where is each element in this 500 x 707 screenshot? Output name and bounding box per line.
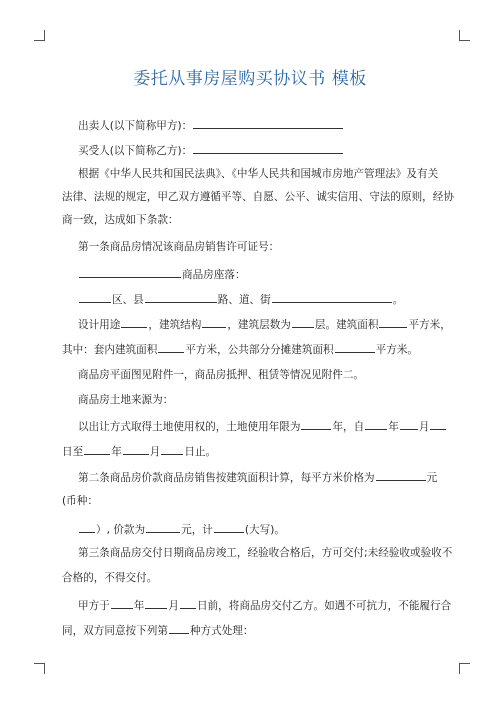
clause-1-heading: 第一条商品房情况该商品房销售许可证号： [78,241,280,253]
crop-mark-bottom-left [34,663,45,674]
force-majeure-line [62,622,452,638]
seller-label: 出卖人(以下简称甲方)： [78,120,193,132]
permit-blank[interactable] [79,266,181,278]
floors-label: ，建筑层数为 [227,319,291,331]
district-label: 区、县 [112,294,144,306]
clause-2-text: 第二条商品房价款商品房销售按建筑面积计算，每平方米价格为 [78,472,375,484]
crop-mark-bottom-right [459,663,470,674]
paragraph-line: 根据《中华人民共和国民法典》、《中华人民共和国城市房地产管理法》及有关 [78,168,439,180]
clause-2-line [78,469,468,485]
inner-area-blank[interactable] [158,341,184,353]
street-blank[interactable] [272,291,392,303]
paragraph-line: 法律、法规的规定，甲乙双方遵循平等、自愿、公平、诚实信用、守法的原则，经协 [62,191,454,203]
month-label: 月 [168,600,179,612]
address-line [78,291,468,307]
crop-mark-top-right [459,30,470,41]
option-blank[interactable] [169,622,189,634]
start-month-blank[interactable] [400,418,418,430]
location-line [78,266,468,282]
day-end-label: 日止。 [184,446,217,458]
month-label: 月 [418,421,430,433]
seller-line [78,117,468,133]
area-label: 层。建筑面积 [314,319,379,331]
end-year-blank[interactable] [84,443,110,455]
road-label: 路、道、街 [217,294,271,306]
day-to-label: 日至 [62,446,84,458]
road-blank[interactable] [145,291,217,303]
shared-area-blank[interactable] [335,341,375,353]
structure-blank[interactable] [202,316,226,328]
total-blank[interactable] [214,521,244,533]
seller-blank[interactable] [193,117,343,129]
period-text: 。 [392,294,404,306]
start-year-blank[interactable] [365,418,387,430]
yuan-label: 元 [426,472,438,484]
structure-label: ，建筑结构 [148,319,202,331]
from-label: 年，自 [332,421,365,433]
paragraph-line: 商品房平面图见附件一，商品房抵押、租赁等情况见附件二。 [78,369,365,381]
inner-area-line [62,341,452,357]
years-blank[interactable] [301,418,331,430]
land-term-end-line [62,443,452,459]
buyer-blank[interactable] [193,142,343,154]
area-blank[interactable] [379,316,407,328]
currency-line: (币种： [62,495,98,507]
year-label: 年 [111,446,122,458]
end-day-blank[interactable] [161,443,183,455]
buyer-line [78,142,468,158]
start-day-blank[interactable] [430,418,446,430]
currency-blank[interactable] [79,521,95,533]
end-month-blank[interactable] [123,443,149,455]
paragraph-line: 商一致，达成如下条款： [62,214,179,226]
crop-mark-top-left [34,30,45,41]
usage-label: 设计用途 [78,319,121,331]
delivery-text: 日前，将商品房交付乙方。如遇不可抗力，不能履行合 [196,600,452,612]
usage-blank[interactable] [121,316,147,328]
year-label: 年 [388,421,399,433]
delivery-month-blank[interactable] [145,597,167,609]
land-term-label: 以出让方式取得土地使用权的，土地使用年限为 [78,421,301,433]
party-a-label: 甲方于 [78,600,110,612]
delivery-line [78,597,468,613]
unit-price-blank[interactable] [376,469,426,481]
inner-area-label: 其中：套内建筑面积 [62,344,158,356]
paragraph-line: 合格的，不得交付。 [62,572,158,584]
price-line [78,521,468,537]
shared-area-label: 平方米，公共部分分摊建筑面积 [185,344,334,356]
paragraph-line: 商品房土地来源为： [78,394,174,406]
total-label: 元，计 [181,524,213,536]
option-label: 同，双方同意按下列第 [62,625,168,637]
floors-blank[interactable] [292,316,314,328]
capital-label: (大写)。 [244,524,285,536]
design-line [78,316,468,332]
paragraph-line: 第三条商品房交付日期商品房竣工，经验收合格后，方可交付;未经验收或验收不 [78,547,453,559]
sqm-text: 平方米。 [375,344,419,356]
document-title: 委托从事房屋购买协议书 模板 [133,69,367,89]
year-label: 年 [133,600,145,612]
land-term-line [78,418,468,434]
district-blank[interactable] [79,291,111,303]
location-label: 商品房座落： [182,269,246,281]
price-blank[interactable] [146,521,180,533]
sqm-text: 平方米， [408,319,451,331]
price-label: ）, 价款为 [96,524,146,536]
buyer-label: 买受人(以下简称乙方)： [78,145,193,157]
delivery-year-blank[interactable] [111,597,133,609]
method-label: 种方式处理： [189,625,254,637]
month-label: 月 [149,446,161,458]
delivery-day-blank[interactable] [180,597,196,609]
